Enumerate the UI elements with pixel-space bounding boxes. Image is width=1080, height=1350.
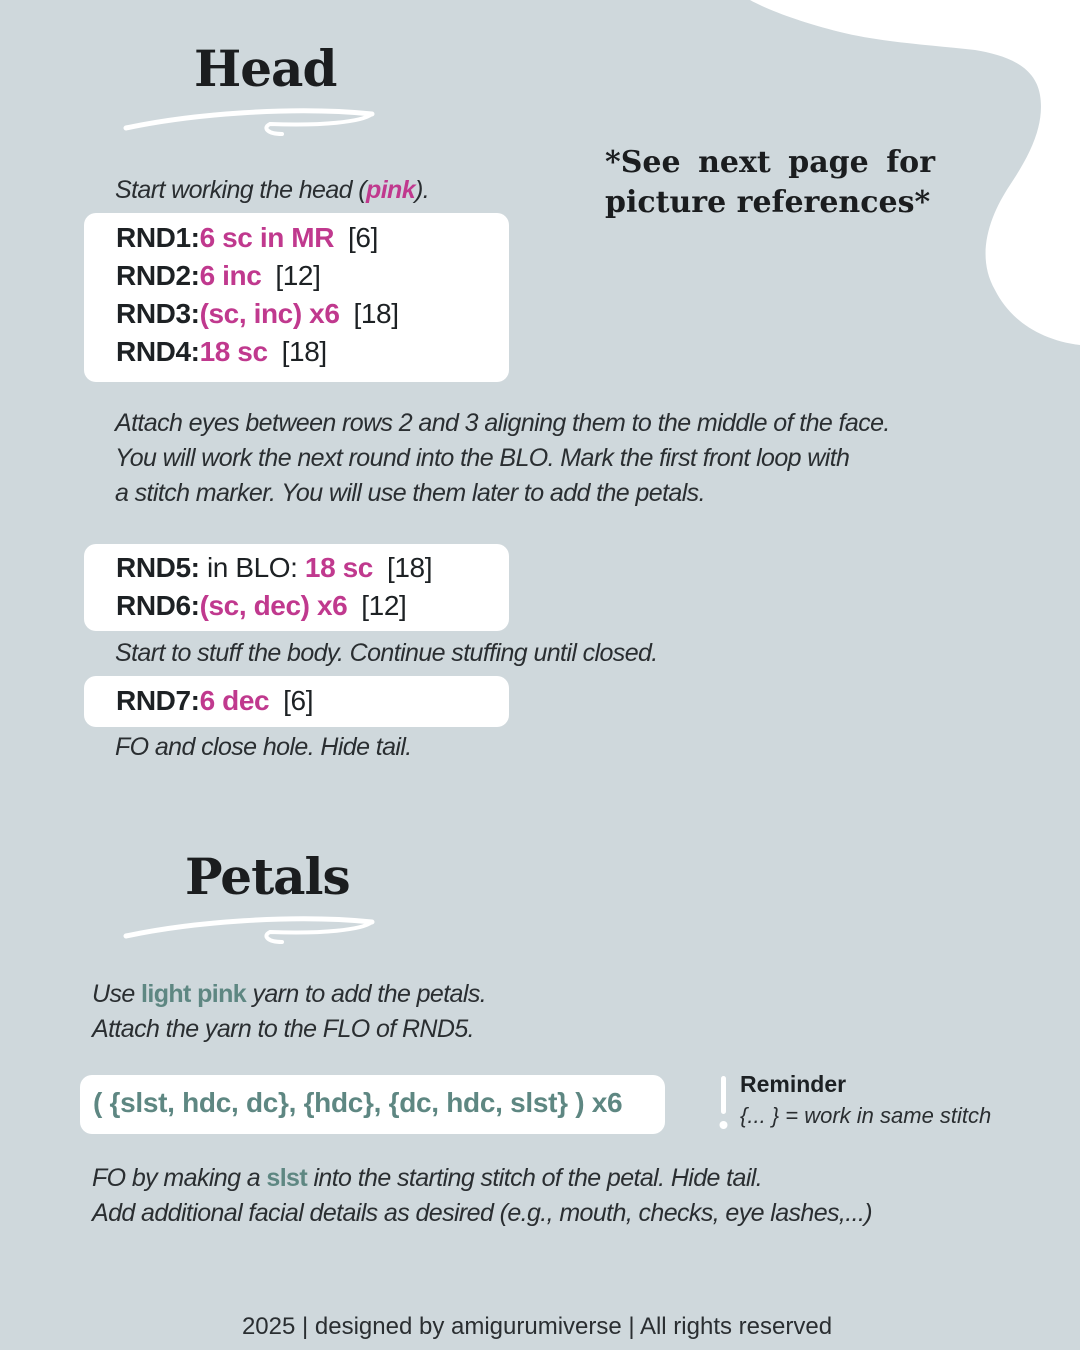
eyes-note-line: a stitch marker. You will use them later to add the petals. [115, 479, 705, 507]
round-count: [18] [386, 552, 433, 583]
see-next-page-note: *See next page for picture references* [605, 145, 935, 220]
head-intro-end: ). [415, 176, 430, 204]
reminder-title: Reminder [740, 1071, 847, 1097]
round-stitch: 6 dec [199, 685, 270, 716]
petals-intro-text: Use [92, 980, 142, 1008]
reminder-text: {... } = work in same stitch [740, 1103, 992, 1128]
petals-yarn-color: light pink [141, 980, 247, 1008]
round-row [116, 549, 432, 587]
petals-fo-end: into the starting stitch of the petal. Hide tail. [307, 1164, 763, 1192]
head-swoosh-decoration [122, 100, 382, 145]
rounds-box-1 [84, 213, 509, 382]
round-stitch: 18 sc [199, 336, 268, 367]
round-row [116, 219, 399, 257]
rounds-list-1 [116, 219, 399, 371]
eyes-note [115, 406, 890, 511]
head-title: Head [194, 39, 337, 98]
petal-pattern-box [80, 1075, 665, 1134]
rounds-list-3 [116, 682, 313, 720]
petals-fo-line [92, 1161, 762, 1196]
round-label: RND2: [116, 260, 200, 291]
petals-intro-line-1 [92, 977, 486, 1012]
round-row [116, 333, 399, 371]
round-label: RND4: [116, 336, 200, 367]
petal-pattern: ( {slst, hdc, dc}, {hdc}, {dc, hdc, slst} ) x6 [93, 1087, 623, 1118]
petals-intro-end: yarn to add the petals. [246, 980, 487, 1008]
round-row [116, 587, 432, 625]
footer-credit: 2025 | designed by amigurumiverse | All rights reserved [241, 1313, 833, 1340]
round-row [116, 682, 313, 720]
eyes-note-line: Attach eyes between rows 2 and 3 aligning them to the middle of the face. [115, 409, 890, 437]
petals-intro-line-2: Attach the yarn to the FLO of RND5. [92, 1015, 474, 1043]
round-count: [18] [353, 298, 399, 329]
round-count: [18] [281, 336, 327, 367]
round-label: RND7: [116, 685, 200, 716]
round-count: [6] [348, 222, 378, 253]
rounds-box-2 [84, 544, 509, 631]
round-stitch: (sc, dec) x6 [199, 590, 348, 621]
round-row [116, 295, 399, 333]
round-stitch: 18 sc [304, 552, 373, 583]
eyes-note-line: You will work the next round into the BLO. Mark the first front loop with [115, 444, 850, 472]
round-row [116, 257, 399, 295]
round-count: [6] [283, 685, 314, 716]
rounds-list-2 [116, 549, 432, 625]
round-stitch: (sc, inc) x6 [199, 298, 340, 329]
petals-swoosh-decoration [122, 908, 382, 953]
exclamation-icon [717, 1076, 731, 1132]
round-label: RND5: [116, 552, 200, 583]
head-intro-text: Start working the head ( [115, 176, 367, 204]
round-stitch: 6 sc in MR [199, 222, 335, 253]
round-label: RND1: [116, 222, 200, 253]
round-label: RND3: [116, 298, 200, 329]
petals-details-line: Add additional facial details as desired (e.g., mouth, checks, eye lashes,...) [92, 1199, 873, 1227]
rounds-box-3 [84, 676, 509, 727]
petals-fo-stitch: slst [266, 1164, 308, 1192]
fo-note: FO and close hole. Hide tail. [115, 733, 412, 761]
round-count: [12] [361, 590, 407, 621]
stuff-note: Start to stuff the body. Continue stuffing until closed. [115, 639, 658, 667]
head-intro-color: pink [366, 176, 416, 204]
petals-fo-text: FO by making a [92, 1164, 267, 1192]
petals-title: Petals [185, 847, 350, 906]
round-label: RND6: [116, 590, 200, 621]
round-plain: in BLO: [199, 552, 305, 583]
round-count: [12] [275, 260, 321, 291]
round-stitch: 6 inc [199, 260, 262, 291]
head-intro [115, 173, 429, 208]
